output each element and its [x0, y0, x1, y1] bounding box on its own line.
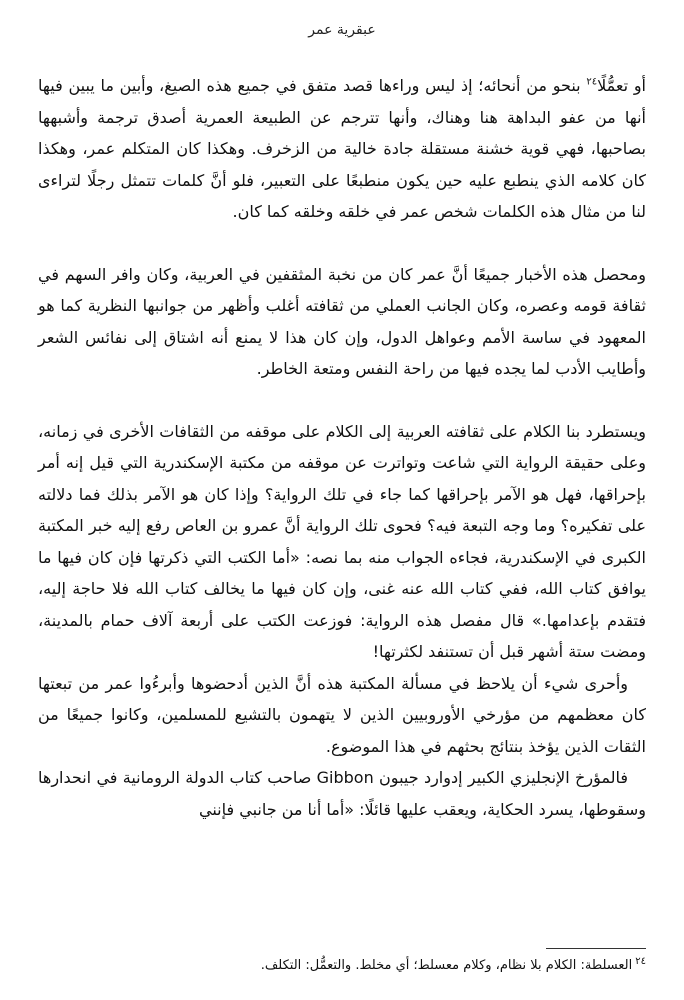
running-header: عبقرية عمر [308, 22, 376, 38]
footnote-divider [546, 948, 646, 949]
paragraph-4: وأحرى شيء أن يلاحظ في مسألة المكتبة هذه أنَّ الذين أدحضوها وأبرءُوا عمر من تبعتها كان معظمهم من مؤرخي الأوروبيين الذين لا يتهمون بالتشيع للمسلمين، وكانوا جميعًا من الثقات الذين يؤخذ بنتائج بحثهم في هذا الموضوع. [38, 673, 646, 756]
footnote-number: ٢٤ [635, 955, 646, 967]
paragraph-1-rest: بنحو من أنحائه؛ إذ ليس وراءها قصد متفق في جميع هذه الصيغ، وأبين ما يبين فيها أنها من عفو البداهة هنا وهناك، وأنها تترجم عن الطبيعة العمرية أصدق ترجمة وأشبهها بصاحبها، فهي قوية خشنة مستقلة جادة خالية من الزخرف. وهكذا كان المتكلم عمر، وهكذا كان كلامه الذي ينطبع عليه حين يكون منطبعًا على التعبير، فلو أنَّ كلمات تتمثل رجلًا لتراءى لنا من مثال هذه الكلمات شخص عمر في خلقه وخلقه كما كان. [38, 76, 646, 221]
paragraph-1 [38, 70, 646, 228]
paragraph-2: ومحصل هذه الأخبار جميعًا أنَّ عمر كان من نخبة المثقفين في العربية، وكان وافر السهم في ثقافة قومه وعصره، وكان الجانب العملي من ثقافته أغلب وأظهر من جوانبها النظرية كما هو المعهود في ساسة الأمم وعواهل الدول، وإن كان هذا لا يمنع أنه اشتاق إلى نفائس الشعر وأطايب الأدب لما يجده فيها من راحة النفس ومتعة الخاطر. [38, 264, 646, 378]
paragraph-3: ويستطرد بنا الكلام على ثقافته العربية إلى الكلام على موقفه من الثقافات الأخرى في زمانه، وعلى حقيقة الرواية التي شاعت وتواترت عن موقفه من مكتبة الإسكندرية التي قيل إنه أمر بإحراقها، فهل هو الآمر بإحراقها كما جاء في تلك الرواية؟ وإذا كان هو الآمر بذلك فما دلالته على تفكيره؟ وما وجه التبعة فيه؟ فحوى تلك الرواية أنَّ عمرو بن العاص رفع إليه خبر المكتبة الكبرى في الإسكندرية، فجاءه الجواب منه بما نصه: «أما الكتب التي ذكرتها فإن كان فيها ما يوافق كتاب الله، ففي كتاب الله عنه غنى، وإن كان فيها ما يخالف كتاب الله فلا حاجة إليه، فتقدم بإعدامها.» قال مفصل هذه الرواية: فوزعت الكتب على أربعة آلاف حمام بالمدينة، ومضت ستة أشهر قبل أن تستنفد لكثرتها! [38, 421, 646, 661]
paragraph-1-start: أو تعمُّلًا [597, 76, 646, 95]
footnote-text: العسلطة: الكلام بلا نظام، وكلام معسلط؛ أي مخلط. والتعمُّل: التكلف. [260, 958, 633, 973]
paragraph-5: فالمؤرخ الإنجليزي الكبير إدوارد جيبون Gibbon صاحب كتاب الدولة الرومانية في انحدارها وسقوطها، يسرد الحكاية، ويعقب عليها قائلًا: «أما أنا من جانبي فإنني [38, 768, 646, 819]
footnote [38, 955, 646, 977]
footnote-reference[interactable]: ٢٤ [586, 76, 598, 88]
main-text [38, 70, 646, 825]
